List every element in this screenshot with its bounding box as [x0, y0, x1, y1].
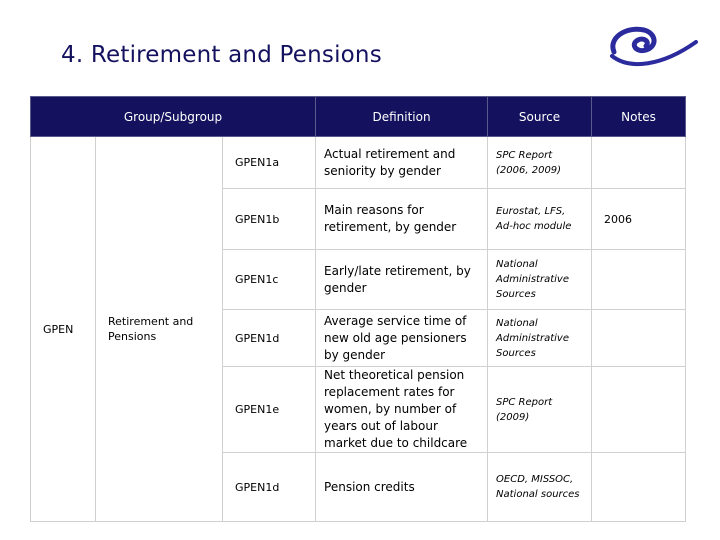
group-cell: GPEN	[31, 137, 96, 522]
header-source: Source	[488, 97, 592, 137]
source-cell: OECD, MISSOC, National sources	[488, 453, 592, 522]
header-notes: Notes	[592, 97, 686, 137]
code-cell: GPEN1e	[223, 367, 316, 453]
definition-cell: Average service time of new old age pensioners by gender	[316, 310, 488, 367]
code-cell: GPEN1d	[223, 310, 316, 367]
code-cell: GPEN1c	[223, 250, 316, 310]
source-cell: Eurostat, LFS, Ad-hoc module	[488, 189, 592, 250]
table-header-row	[31, 97, 686, 137]
notes-cell	[592, 137, 686, 189]
definition-cell: Early/late retirement, by gender	[316, 250, 488, 310]
notes-cell	[592, 250, 686, 310]
header-definition: Definition	[316, 97, 488, 137]
notes-cell	[592, 367, 686, 453]
definition-cell: Pension credits	[316, 453, 488, 522]
header-group-subgroup: Group/Subgroup	[31, 97, 316, 137]
definition-cell: Main reasons for retirement, by gender	[316, 189, 488, 250]
definition-cell: Net theoretical pension replacement rates for women, by number of years out of labour market due to childcare	[316, 367, 488, 453]
code-cell: GPEN1a	[223, 137, 316, 189]
source-cell: National Administrative Sources	[488, 250, 592, 310]
source-cell: SPC Report (2006, 2009)	[488, 137, 592, 189]
page-title: 4. Retirement and Pensions	[61, 42, 382, 68]
source-cell: SPC Report (2009)	[488, 367, 592, 453]
notes-cell: 2006	[592, 189, 686, 250]
notes-cell	[592, 453, 686, 522]
code-cell: GPEN1b	[223, 189, 316, 250]
subgroup-cell: Retirement and Pensions	[96, 137, 223, 522]
indicator-table	[30, 96, 686, 522]
notes-cell	[592, 310, 686, 367]
source-cell: National Administrative Sources	[488, 310, 592, 367]
council-of-europe-logo-icon	[600, 22, 700, 72]
code-cell: GPEN1d	[223, 453, 316, 522]
definition-cell: Actual retirement and seniority by gender	[316, 137, 488, 189]
table-row	[31, 137, 686, 189]
